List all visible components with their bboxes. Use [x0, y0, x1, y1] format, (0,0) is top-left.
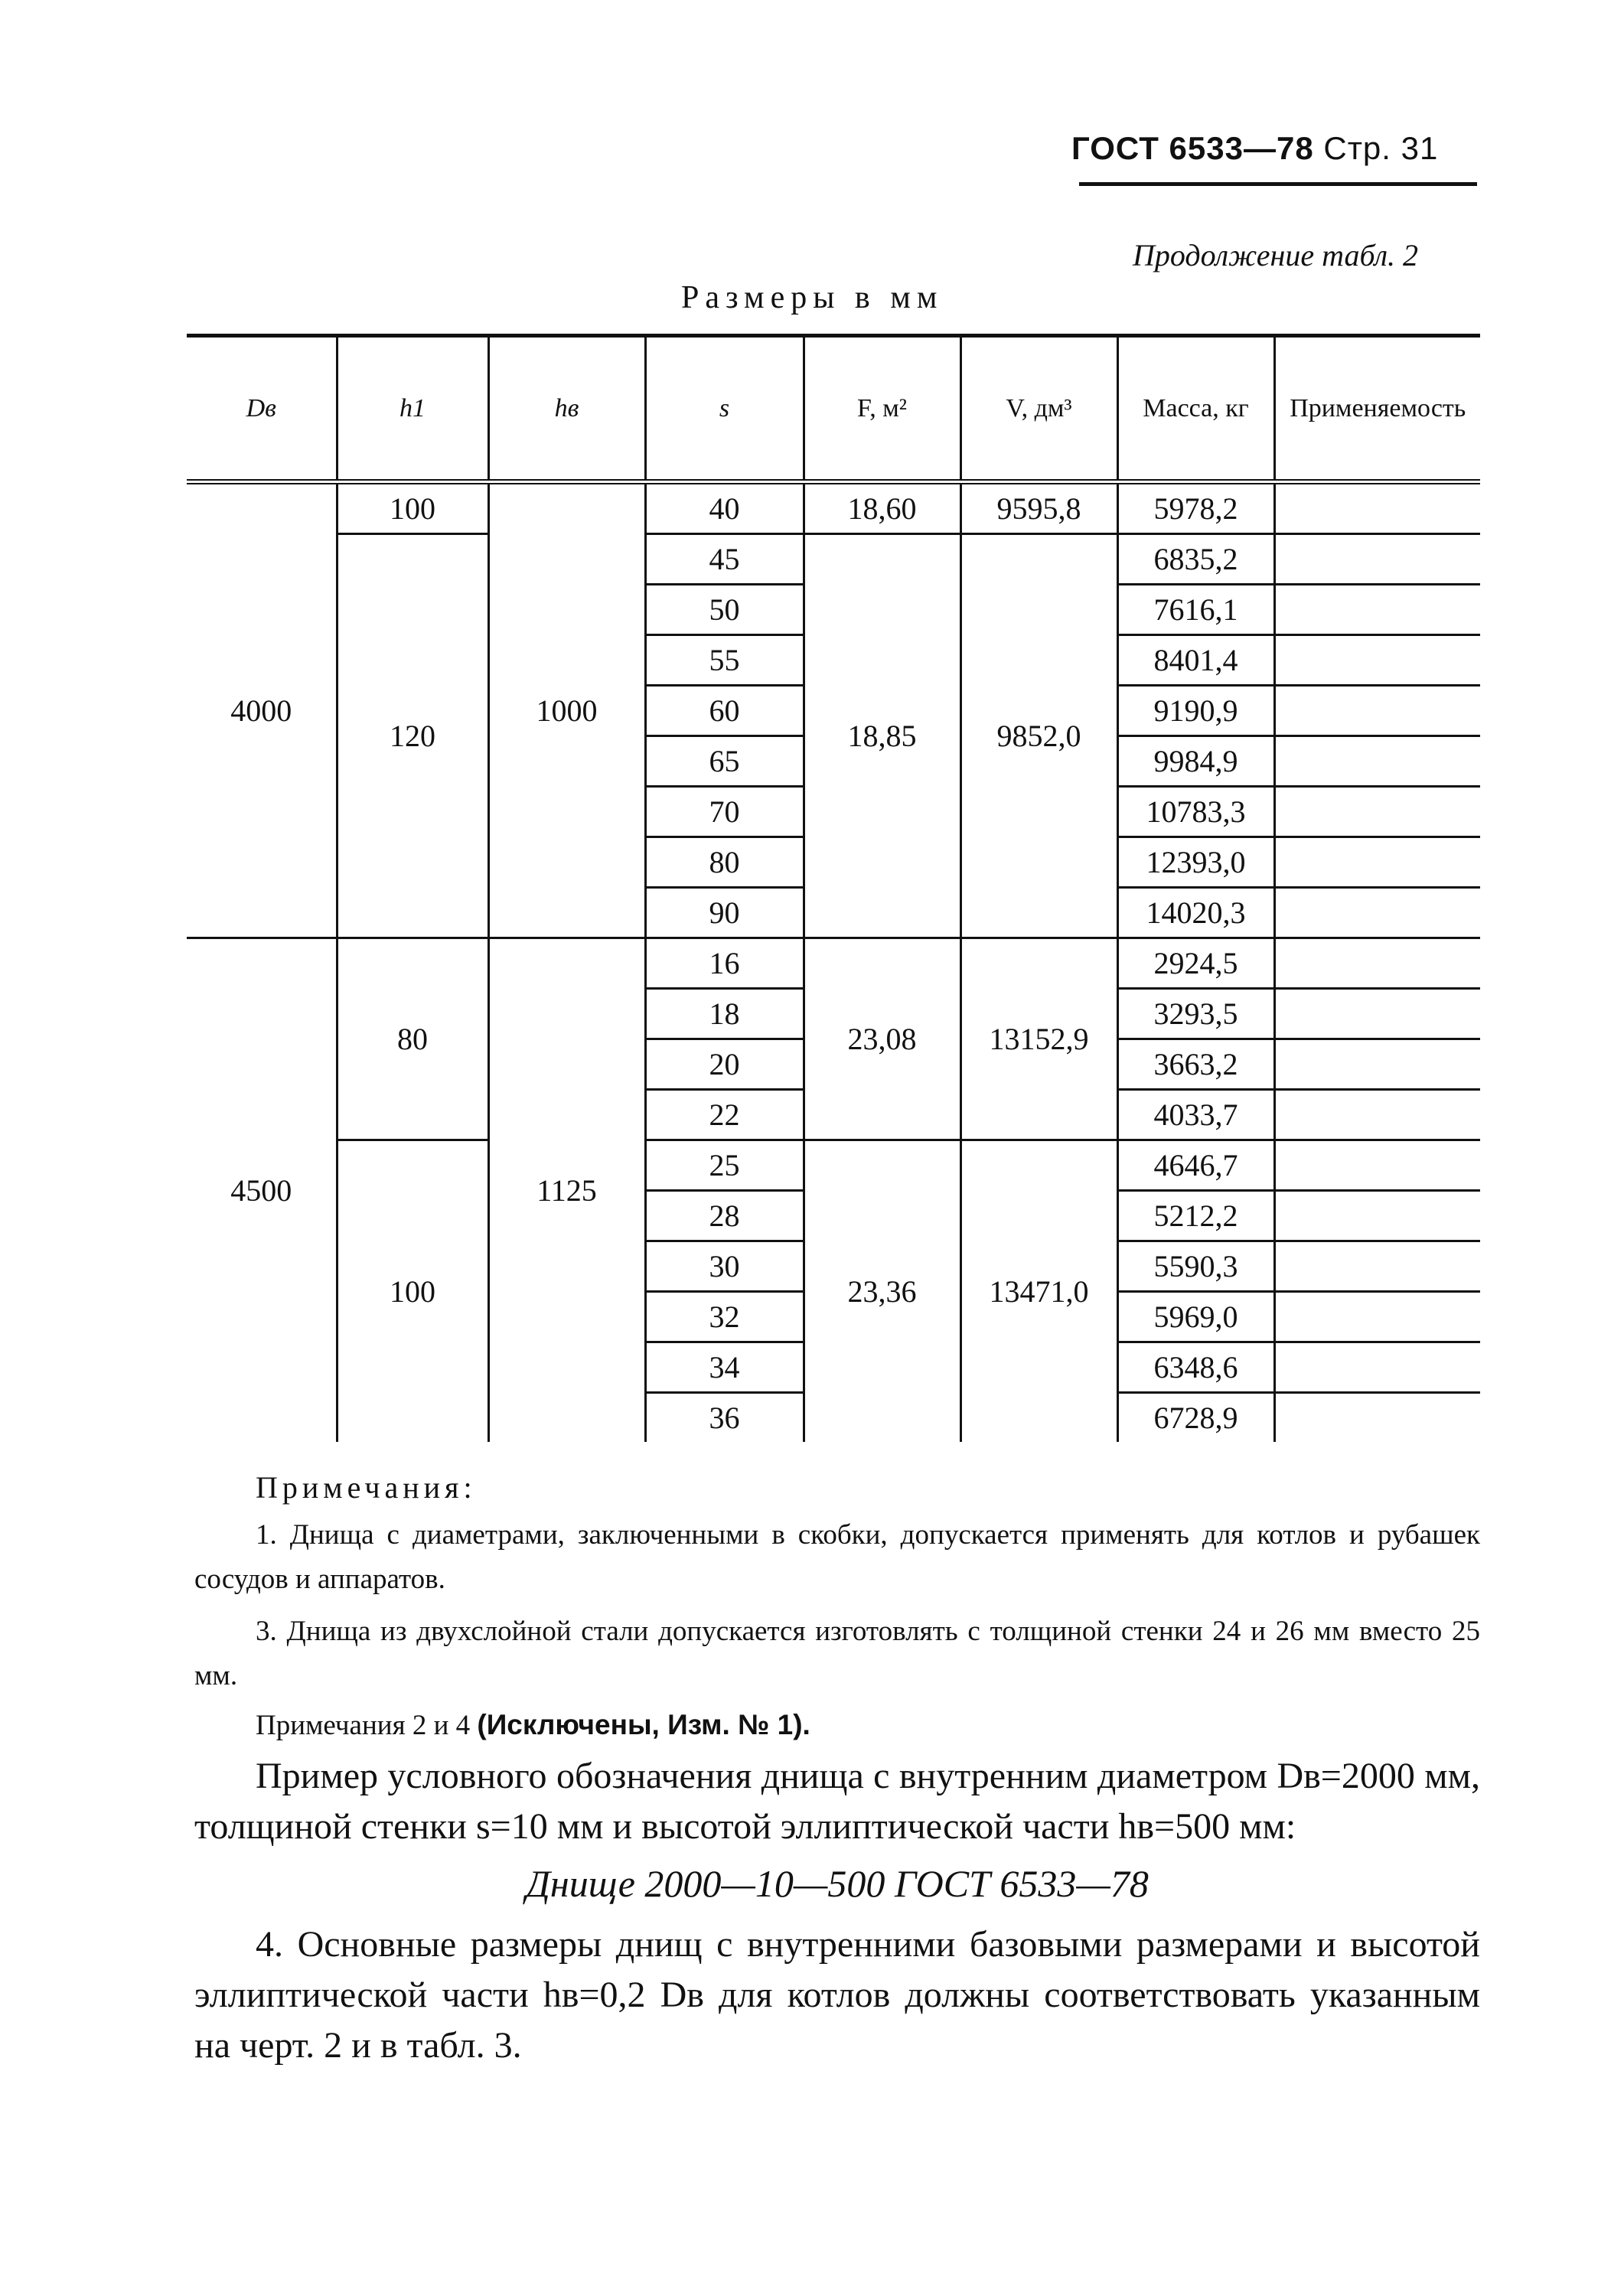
col-header-h1: h1 [337, 338, 488, 482]
cell-v: 9852,0 [960, 534, 1117, 938]
cell-f: 23,36 [804, 1140, 960, 1443]
note-1: 1. Днища с диаметрами, заключенными в скобки, допускается применять для котлов и рубашек сосудов и аппаратов. [194, 1519, 1480, 1595]
notes-section [194, 1469, 1480, 2071]
cell-f: 18,60 [804, 482, 960, 534]
excluded-notes: Примечания 2 и 4 (Исключены, Изм. № 1). [256, 1709, 810, 1741]
cell-f: 18,85 [804, 534, 960, 938]
col-header-v: V, дм³ [960, 338, 1117, 482]
cell-applicability [1274, 989, 1480, 1039]
cell-mass: 4646,7 [1117, 1140, 1274, 1191]
cell-applicability [1274, 1191, 1480, 1241]
cell-h1: 100 [337, 1140, 488, 1443]
cell-applicability [1274, 1090, 1480, 1140]
cell-mass: 5212,2 [1117, 1191, 1274, 1241]
col-header-mass: Масса, кг [1117, 338, 1274, 482]
cell-applicability [1274, 1140, 1480, 1191]
cell-applicability [1274, 1241, 1480, 1292]
col-header-applicability: Применяемость [1274, 338, 1480, 482]
cell-applicability [1274, 1039, 1480, 1090]
table-row [187, 938, 1480, 989]
cell-s: 34 [645, 1342, 804, 1393]
cell-applicability [1274, 787, 1480, 837]
table-header-row [187, 338, 1480, 482]
cell-h1: 80 [337, 938, 488, 1140]
cell-s: 60 [645, 686, 804, 736]
continuation-label: Продолжение табл. 2 [1133, 238, 1419, 272]
table-row [187, 534, 1480, 585]
cell-s: 36 [645, 1393, 804, 1443]
cell-mass: 12393,0 [1117, 837, 1274, 888]
dimensions-table [187, 338, 1480, 1442]
cell-mass: 6835,2 [1117, 534, 1274, 585]
page-number: Стр. 31 [1323, 130, 1439, 166]
cell-mass: 2924,5 [1117, 938, 1274, 989]
cell-mass: 3663,2 [1117, 1039, 1274, 1090]
cell-applicability [1274, 585, 1480, 635]
cell-s: 16 [645, 938, 804, 989]
col-header-s: s [645, 338, 804, 482]
cell-h1: 100 [337, 482, 488, 534]
col-header-dv: Dв [187, 338, 337, 482]
designation-example: Пример условного обозначения днища с внутренним диаметром Dв=2000 мм, толщиной стенки s=10 мм и высотой эллиптической части hв=500 мм: [194, 1756, 1480, 1847]
cell-applicability [1274, 1292, 1480, 1342]
cell-dv: 4000 [187, 482, 337, 938]
cell-s: 80 [645, 837, 804, 888]
cell-s: 22 [645, 1090, 804, 1140]
cell-mass: 6728,9 [1117, 1393, 1274, 1443]
cell-s: 28 [645, 1191, 804, 1241]
header-rule [1079, 182, 1477, 186]
cell-applicability [1274, 888, 1480, 938]
cell-applicability [1274, 686, 1480, 736]
cell-s: 45 [645, 534, 804, 585]
cell-mass: 6348,6 [1117, 1342, 1274, 1393]
cell-mass: 7616,1 [1117, 585, 1274, 635]
cell-s: 25 [645, 1140, 804, 1191]
cell-mass: 5969,0 [1117, 1292, 1274, 1342]
cell-v: 9595,8 [960, 482, 1117, 534]
cell-mass: 8401,4 [1117, 635, 1274, 686]
cell-applicability [1274, 534, 1480, 585]
cell-applicability [1274, 837, 1480, 888]
notes-title: Примечания: [256, 1470, 477, 1505]
paragraph-4: 4. Основные размеры днищ с внутренними базовыми размерами и высотой эллиптической части hв=0,2 Dв для котлов должны соответствовать указанным на черт. 2 и в табл. 3. [194, 1924, 1480, 2066]
cell-s: 20 [645, 1039, 804, 1090]
cell-s: 32 [645, 1292, 804, 1342]
cell-mass: 5978,2 [1117, 482, 1274, 534]
cell-applicability [1274, 1342, 1480, 1393]
col-header-f: F, м² [804, 338, 960, 482]
cell-v: 13471,0 [960, 1140, 1117, 1443]
cell-s: 90 [645, 888, 804, 938]
cell-s: 18 [645, 989, 804, 1039]
cell-hv: 1000 [488, 482, 645, 938]
cell-dv: 4500 [230, 1173, 292, 1208]
cell-s: 50 [645, 585, 804, 635]
cell-mass: 14020,3 [1117, 888, 1274, 938]
cell-s: 65 [645, 736, 804, 787]
cell-mass: 5590,3 [1117, 1241, 1274, 1292]
table-row [187, 482, 1480, 534]
table-row [187, 1140, 1480, 1191]
designation-formula: Днище 2000—10—500 ГОСТ 6533—78 [526, 1862, 1149, 1905]
cell-applicability [1274, 482, 1480, 534]
cell-mass: 3293,5 [1117, 989, 1274, 1039]
page-header [1071, 130, 1438, 167]
cell-s: 55 [645, 635, 804, 686]
cell-applicability [1274, 938, 1480, 989]
cell-mass: 4033,7 [1117, 1090, 1274, 1140]
cell-mass: 9984,9 [1117, 736, 1274, 787]
col-header-hv: hв [488, 338, 645, 482]
cell-s: 30 [645, 1241, 804, 1292]
cell-s: 40 [645, 482, 804, 534]
cell-hv: 1125 [488, 938, 645, 1443]
note-3: 3. Днища из двухслойной стали допускается изготовлять с толщиной стенки 24 и 26 мм вместо 25 мм. [194, 1616, 1480, 1691]
cell-applicability [1274, 635, 1480, 686]
cell-mass: 10783,3 [1117, 787, 1274, 837]
cell-v: 13152,9 [960, 938, 1117, 1140]
standard-code: ГОСТ 6533—78 [1071, 130, 1314, 166]
cell-applicability [1274, 736, 1480, 787]
cell-h1: 120 [337, 534, 488, 938]
units-caption: Размеры в мм [681, 280, 944, 315]
cell-s: 70 [645, 787, 804, 837]
cell-f: 23,08 [804, 938, 960, 1140]
cell-applicability [1274, 1393, 1480, 1443]
cell-mass: 9190,9 [1117, 686, 1274, 736]
